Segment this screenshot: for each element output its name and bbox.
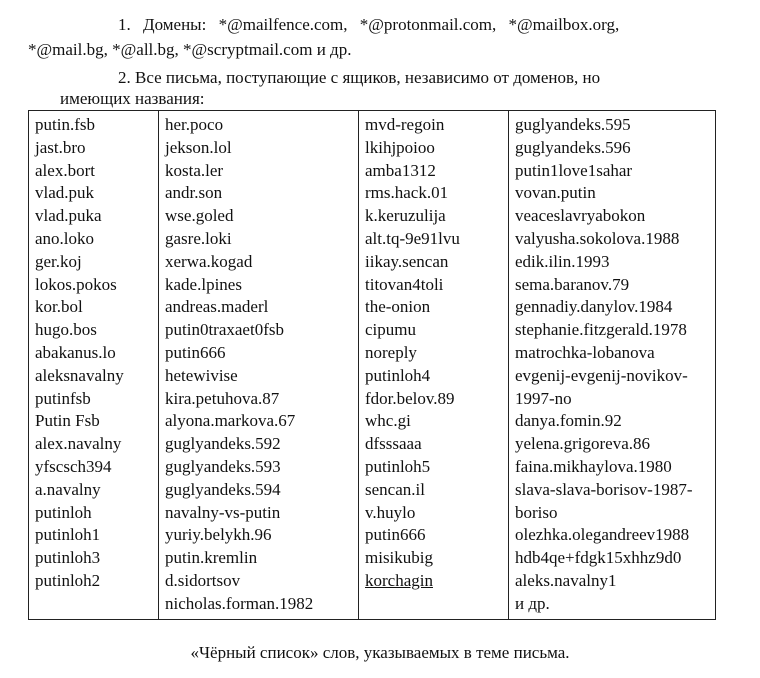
- table-cell: guglyandeks.596: [515, 137, 631, 157]
- table-cell: putin.kremlin: [165, 548, 258, 568]
- table-column-2: [159, 111, 359, 619]
- table-cell: hetewivise: [165, 365, 238, 385]
- table-cell: yfscsch394: [35, 456, 112, 476]
- table-cell: d.sidortsov: [165, 570, 241, 590]
- table-cell: putin666: [365, 525, 426, 545]
- table-cell: lkihjpoioo: [365, 137, 435, 157]
- table-cell: 1997-no: [515, 388, 572, 408]
- table-cell: matrochka-lobanova: [515, 342, 655, 362]
- table-cell: andr.son: [165, 183, 223, 203]
- table-cell: korchagin: [365, 570, 433, 590]
- paragraph-1-line-1: 1. Домены: *@mailfence.com, *@protonmail.com, *@mailbox.org,: [118, 15, 620, 34]
- table-cell: yelena.grigoreva.86: [515, 434, 650, 454]
- table-cell: putinloh5: [365, 456, 431, 476]
- table-cell: andreas.maderl: [165, 297, 269, 317]
- table-cell: vlad.puka: [35, 206, 102, 226]
- table-cell: titovan4toli: [365, 274, 444, 294]
- table-cell: putinfsb: [35, 388, 91, 408]
- table-cell: guglyandeks.595: [515, 115, 631, 134]
- table-cell: boriso: [515, 502, 558, 522]
- table-cell: kira.petuhova.87: [165, 388, 280, 408]
- table-cell: guglyandeks.594: [165, 479, 281, 499]
- table-cell: slava-slava-borisov-1987-: [515, 479, 693, 499]
- table-cell: stephanie.fitzgerald.1978: [515, 320, 687, 340]
- table-cell: ano.loko: [35, 228, 95, 248]
- paragraph-1-line-2: *@mail.bg, *@all.bg, *@scryptmail.com и др.: [28, 40, 352, 59]
- table-cell: putin.fsb: [35, 115, 95, 134]
- table-cell: alt.tq-9e91lvu: [365, 228, 460, 248]
- table-cell: abakanus.lo: [35, 342, 116, 362]
- table-cell: vlad.puk: [35, 183, 95, 203]
- table-cell: jekson.lol: [165, 137, 232, 157]
- table-cell: putinloh4: [365, 365, 431, 385]
- table-cell: vovan.putin: [515, 183, 596, 203]
- table-cell: navalny-vs-putin: [165, 502, 281, 522]
- table-cell: rms.hack.01: [365, 183, 449, 203]
- blacklist-caption: «Чёрный список» слов, указываемых в теме письма.: [190, 643, 570, 662]
- table-cell: alex.navalny: [35, 434, 122, 454]
- paragraph-2-line-1: 2. Все письма, поступающие с ящиков, независимо от доменов, но: [118, 68, 601, 87]
- table-cell: hdb4qe+fdgk15xhhz9d0: [515, 548, 682, 568]
- table-cell: yuriy.belykh.96: [165, 525, 272, 545]
- table-cell: putinloh2: [35, 570, 101, 590]
- table-cell: the-onion: [365, 297, 431, 317]
- table-cell: sema.baranov.79: [515, 274, 630, 294]
- table-cell: dfsssaaa: [365, 434, 422, 454]
- table-cell: putin666: [165, 342, 226, 362]
- table-column-3: [359, 111, 509, 619]
- table-cell: veaceslavryabokon: [515, 206, 646, 226]
- table-cell: xerwa.kogad: [165, 251, 253, 271]
- table-cell: putin0traxaet0fsb: [165, 320, 284, 340]
- table-cell: guglyandeks.592: [165, 434, 281, 454]
- table-column-4: [509, 111, 714, 619]
- mailbox-names-table: [28, 110, 716, 620]
- table-column-1: [29, 111, 159, 619]
- table-cell: v.huylo: [365, 502, 416, 522]
- table-cell: gasre.loki: [165, 228, 232, 248]
- table-cell: mvd-regoin: [365, 115, 445, 134]
- table-cell: gennadiy.danylov.1984: [515, 297, 673, 317]
- table-cell: amba1312: [365, 160, 436, 180]
- table-cell: lokos.pokos: [35, 274, 117, 294]
- table-cell: valyusha.sokolova.1988: [515, 228, 680, 248]
- table-cell: cipumu: [365, 320, 416, 340]
- table-cell: noreply: [365, 342, 417, 362]
- table-cell: olezhka.olegandreev1988: [515, 525, 690, 545]
- table-cell: wse.goled: [165, 206, 234, 226]
- table-cell: faina.mikhaylova.1980: [515, 456, 672, 476]
- table-cell: hugo.bos: [35, 320, 97, 340]
- table-cell: k.keruzulija: [365, 206, 446, 226]
- table-cell: aleksnavalny: [35, 365, 124, 385]
- table-cell: evgenij-evgenij-novikov-: [515, 365, 688, 385]
- table-cell: putin1love1sahar: [515, 160, 633, 180]
- table-cell: her.poco: [165, 115, 224, 134]
- table-cell: danya.fomin.92: [515, 411, 622, 431]
- table-cell: jast.bro: [35, 137, 86, 157]
- table-cell: putinloh: [35, 502, 92, 522]
- table-cell: fdor.belov.89: [365, 388, 455, 408]
- table-cell: misikubig: [365, 548, 434, 568]
- table-cell: whc.gi: [365, 411, 411, 431]
- table-cell: putinloh3: [35, 548, 101, 568]
- table-cell: putinloh1: [35, 525, 101, 545]
- table-cell: iikay.sencan: [365, 251, 449, 271]
- table-cell: и др.: [515, 593, 550, 613]
- table-cell: ger.koj: [35, 251, 82, 271]
- table-cell: nicholas.forman.1982: [165, 593, 314, 613]
- table-cell: kade.lpines: [165, 274, 242, 294]
- table-cell: aleks.navalny1: [515, 570, 617, 590]
- table-cell: guglyandeks.593: [165, 456, 281, 476]
- table-cell: edik.ilin.1993: [515, 251, 610, 271]
- table-cell: a.navalny: [35, 479, 101, 499]
- table-cell: alex.bort: [35, 160, 95, 180]
- paragraph-2-line-2: имеющих названия:: [60, 89, 205, 108]
- table-cell: Putin Fsb: [35, 411, 100, 431]
- table-cell: kosta.ler: [165, 160, 224, 180]
- table-cell: kor.bol: [35, 297, 83, 317]
- table-cell: alyona.markova.67: [165, 411, 296, 431]
- table-cell: sencan.il: [365, 479, 425, 499]
